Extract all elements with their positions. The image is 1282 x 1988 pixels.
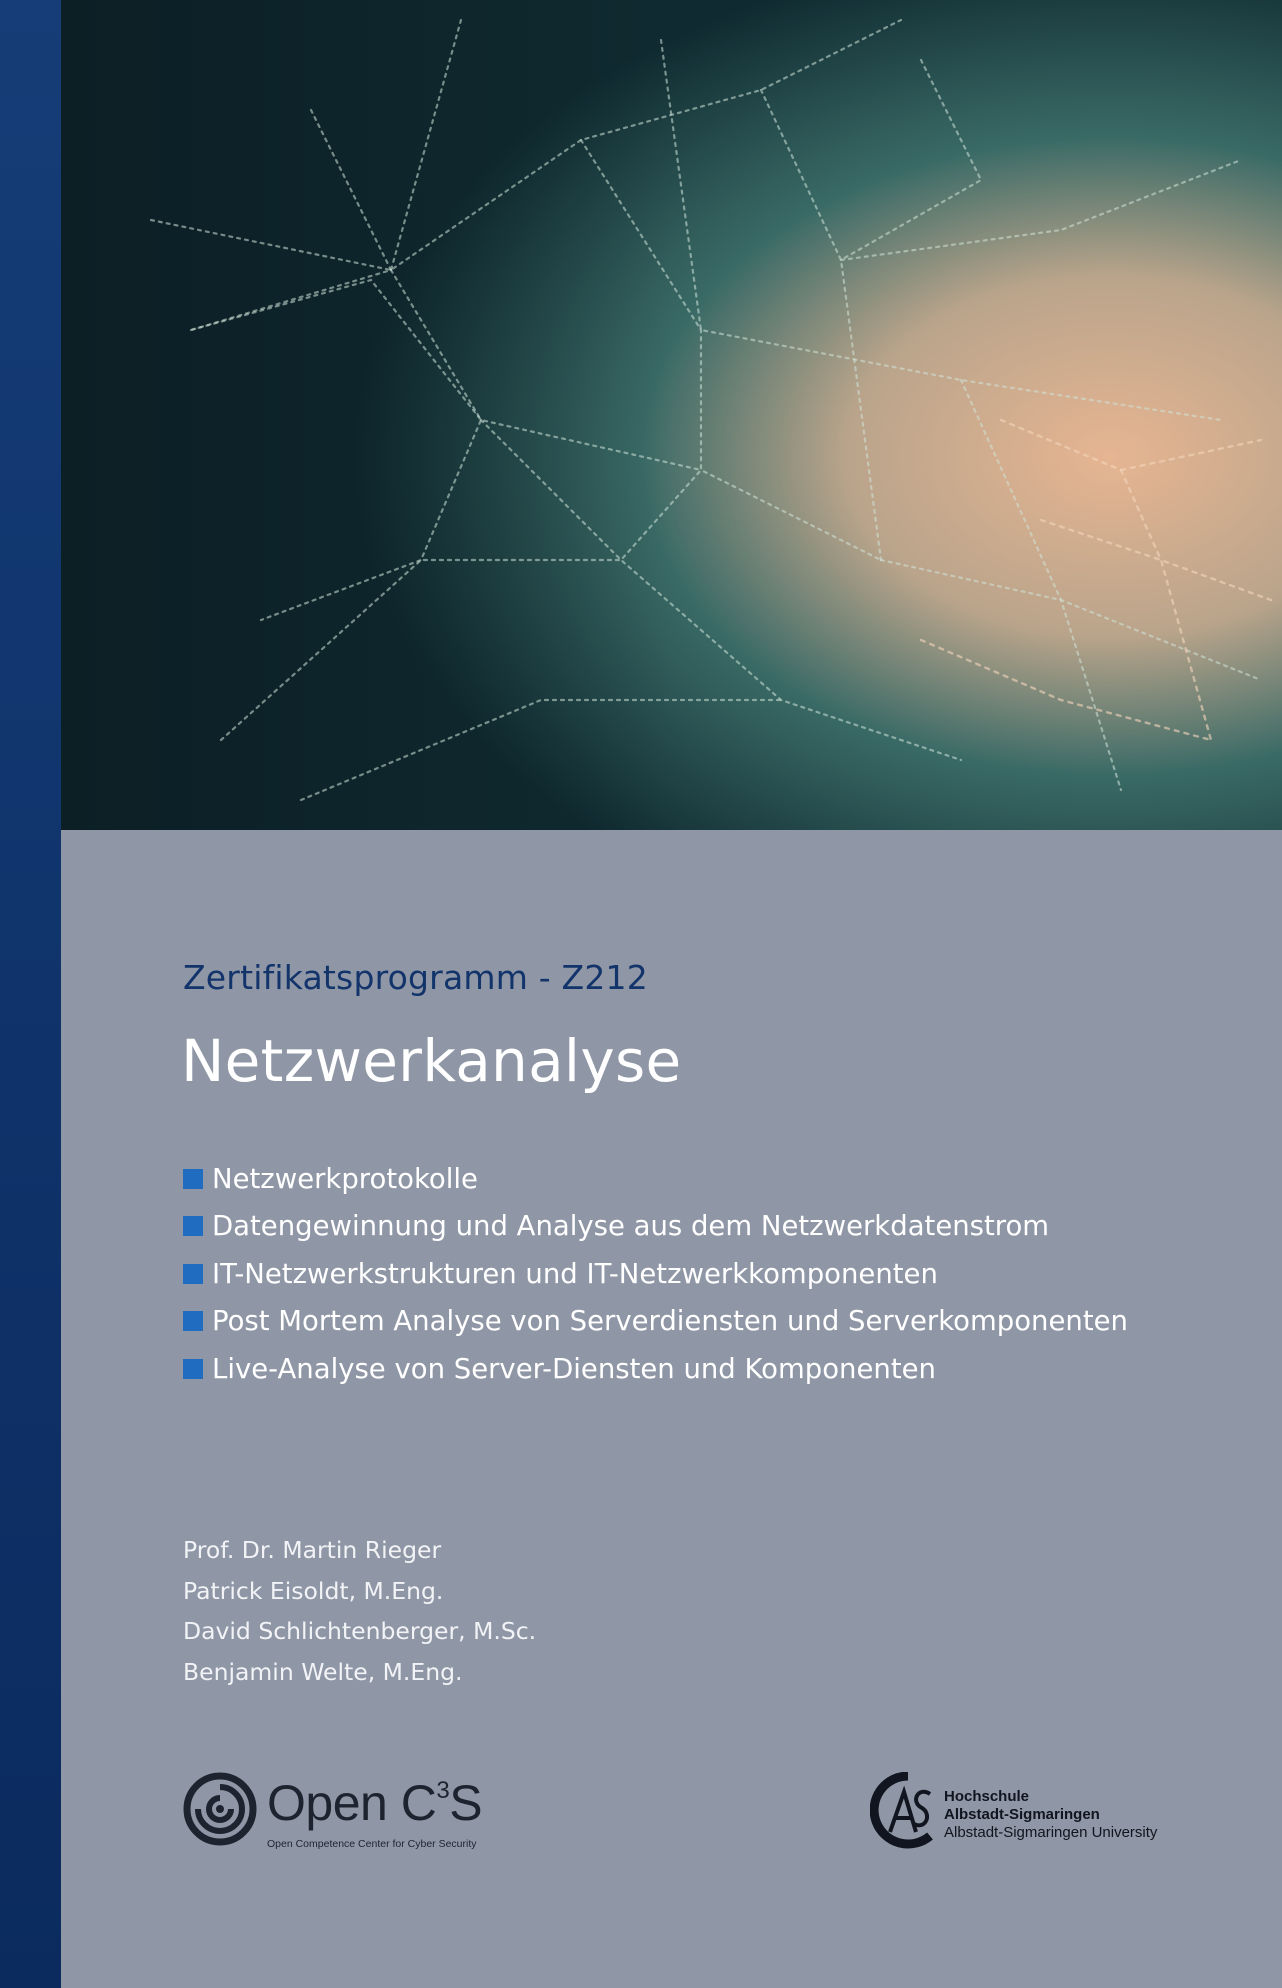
cover-title: Netzwerkanalyse [181,1027,682,1095]
topic-label: Datengewinnung und Analyse aus dem Netzwerkdatenstrom [212,1210,1050,1243]
author-name: Benjamin Welte, M.Eng. [183,1657,463,1686]
author-name: Patrick Eisoldt, M.Eng. [183,1576,444,1605]
concentric-rings-icon [183,1770,257,1848]
square-bullet-icon [183,1169,203,1189]
university-line-2: Albstadt-Sigmaringen [944,1806,1100,1823]
topic-item [183,1298,1128,1346]
cover-photo-spiderweb [61,0,1282,830]
opencs-wordmark: Open $C^3S$ [267,1775,483,1831]
university-line-3: Albstadt-Sigmaringen University [944,1824,1158,1841]
topic-label: Post Mortem Analyse von Serverdiensten und Serverkomponenten [212,1305,1128,1338]
opencs-logo [183,1770,483,1856]
university-name [944,1788,1157,1842]
topic-item [183,1250,1128,1298]
square-bullet-icon [183,1359,203,1379]
author-name: David Schlichtenberger, M.Sc. [183,1617,537,1646]
topic-item [183,1155,1128,1203]
square-bullet-icon [183,1311,203,1331]
square-bullet-icon [183,1264,203,1284]
opencs-tagline: Open Competence Center for Cyber Security [267,1838,477,1850]
topic-list [183,1155,1128,1393]
program-subtitle: Zertifikatsprogramm - Z212 [183,958,648,997]
topic-label: Live-Analyse von Server-Diensten und Komponenten [212,1352,936,1385]
topic-item [183,1203,1128,1251]
university-logo [870,1772,1170,1858]
author-name: Prof. Dr. Martin Rieger [183,1536,442,1565]
topic-label: Netzwerkprotokolle [212,1162,478,1195]
topic-label: IT-Netzwerkstrukturen und IT-Netzwerkkomponenten [212,1257,938,1290]
topic-item [183,1345,1128,1393]
square-bullet-icon [183,1216,203,1236]
as-monogram-icon [870,1772,936,1854]
university-line-1: Hochschule [944,1788,1030,1805]
author-list [183,1530,536,1692]
cover-spine-stripe [0,0,61,1988]
